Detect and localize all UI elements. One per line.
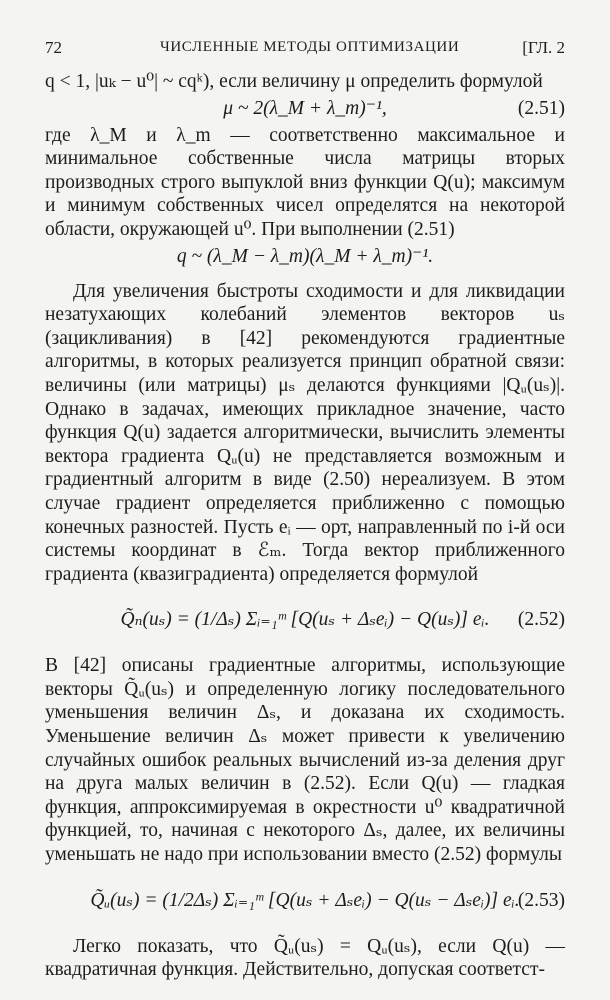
equation-2-52-number: (2.52) (517, 609, 565, 631)
page-body (45, 70, 565, 982)
page-number: 72 (45, 38, 62, 57)
paragraph-4: В [42] описаны градиентные алгоритмы, использующие векторы Q̃ᵤ(uₛ) и определенную логику последовательного уменьшения величин Δₛ, и доказана их сходимость. Уменьшение величин Δₛ может привести к увеличению случайных ошибок реальных вычислений из-за деления друг на друга малых величин в (2.52). Если Q(u) — гладкая функция, аппроксимируемая в окрестности u⁰ квадратичной функцией, то, начиная с некоторого Δₛ, далее, их величины уменьшать не надо при использовании вместо (2.52) формулы (45, 655, 565, 866)
equation-q-estimate (45, 242, 565, 272)
running-header (45, 38, 565, 62)
equation-2-51-number: (2.51) (517, 97, 565, 119)
equation-2-51-formula: μ ~ 2(λ_M + λ_m)⁻¹, (223, 97, 387, 119)
chapter-marker: [ГЛ. 2 (522, 38, 565, 57)
spacer (45, 272, 565, 280)
equation-2-52 (45, 586, 565, 654)
equation-2-53-number: (2.53) (517, 889, 565, 911)
equation-q-estimate-formula: q ~ (λ_M − λ_m)(λ_M + λ_m)⁻¹. (176, 245, 434, 267)
equation-2-52-formula: Q̃ₙ(uₛ) = (1/Δₛ) Σᵢ₌₁ᵐ [Q(uₛ + Δₛeᵢ) − Q(uₛ)] eᵢ. (120, 609, 490, 631)
paragraph-3: Для увеличения быстроты сходимости и для ликвидации незатухающих колебаний элементов векторов uₛ (зацикливания) в [42] рекомендуются градиентные алгоритмы, в которых реализуется принцип обратной связи: величины (или матрицы) μₛ делаются функциями |Qᵤ(uₛ)|. Однако в задачах, имеющих прикладное значение, часто функция Q(u) задается алгоритмически, вычислить элементы вектора градиента Qᵤ(u) не представляется возможным и градиентный алгоритм в виде (2.50) нереализуем. В этом случае градиент определяется приближенно с помощью конечных разностей. Пусть eᵢ — орт, направленный по i-й оси системы координат в ℰₘ. Тогда вектор приближенного градиента (квазиградиента) определяется формулой (45, 280, 565, 585)
paragraph-2: где λ_M и λ_m — соответственно максимальное и минимальное собственные числа матрицы вторых производных строго выпуклой вниз функции Q(u); максимум и минимум собственных чисел определятся на некоторой области, окружающей u⁰. При выполнении (2.51) (45, 124, 565, 240)
paragraph-1: q < 1, |uₖ − u⁰| ~ cqᵏ), если величину μ определить формулой (45, 71, 543, 92)
equation-2-51 (45, 94, 565, 124)
equation-2-53-formula: Q̃ᵤ(uₛ) = (1/2Δₛ) Σᵢ₌₁ᵐ [Q(uₛ + Δₛeᵢ) − Q(uₛ − Δₛeᵢ)] eᵢ. (90, 889, 520, 911)
equation-2-53 (45, 867, 565, 935)
running-title: ЧИСЛЕННЫЕ МЕТОДЫ ОПТИМИЗАЦИИ (160, 39, 460, 55)
paragraph-5: Легко показать, что Q̃ᵤ(uₛ) = Qᵤ(uₛ), если Q(u) — квадратичная функция. Действительно, допуская соответст- (45, 935, 565, 981)
